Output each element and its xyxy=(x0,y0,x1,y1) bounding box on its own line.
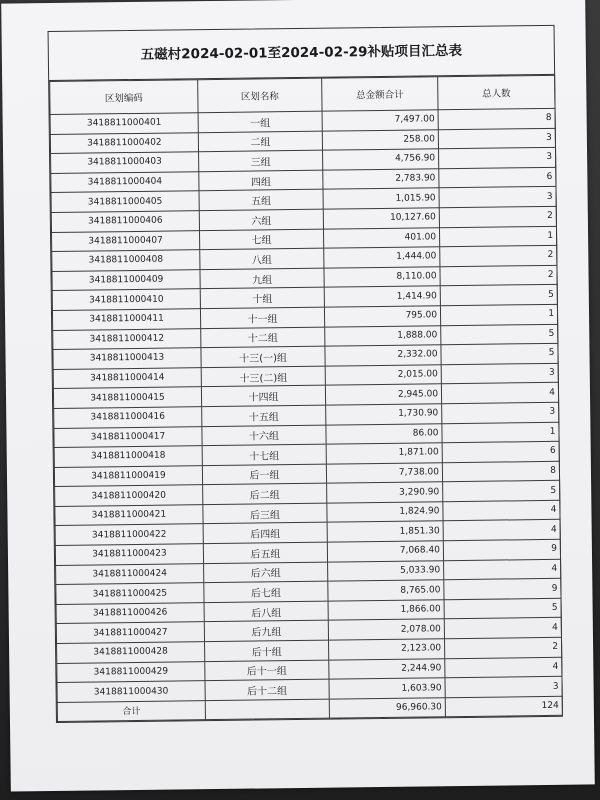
cell-count: 5 xyxy=(441,343,558,364)
cell-code: 3418811000417 xyxy=(54,426,202,447)
cell-count: 2 xyxy=(445,637,562,658)
cell-amount: 3,290.90 xyxy=(327,482,443,503)
cell-count: 5 xyxy=(440,285,557,306)
cell-code: 3418811000411 xyxy=(52,309,200,330)
cell-count: 8 xyxy=(442,461,559,482)
cell-name: 后九组 xyxy=(204,621,328,642)
cell-count: 5 xyxy=(444,598,561,619)
cell-amount: 1,730.90 xyxy=(326,404,442,425)
cell-name: 后六组 xyxy=(204,562,328,583)
cell-count: 4 xyxy=(443,500,560,521)
cell-code: 3418811000413 xyxy=(53,348,201,369)
cell-count: 9 xyxy=(443,539,560,560)
total-count: 124 xyxy=(445,696,562,716)
cell-code: 3418811000405 xyxy=(51,191,199,212)
cell-count: 3 xyxy=(445,677,562,698)
summary-table xyxy=(49,75,563,722)
cell-amount: 1,888.00 xyxy=(325,325,441,346)
cell-count: 6 xyxy=(439,167,556,188)
cell-name: 后五组 xyxy=(203,542,327,563)
cell-amount: 2,332.00 xyxy=(325,345,441,366)
cell-amount: 4,756.90 xyxy=(323,149,439,170)
total-amount: 96,960.30 xyxy=(329,698,445,718)
cell-name: 十一组 xyxy=(200,307,324,328)
cell-amount: 795.00 xyxy=(324,306,440,327)
cell-code: 3418811000424 xyxy=(56,563,204,584)
cell-amount: 1,851.30 xyxy=(327,521,443,542)
cell-amount: 1,603.90 xyxy=(329,678,445,699)
header-count: 总人数 xyxy=(438,75,555,109)
cell-code: 3418811000426 xyxy=(56,603,204,624)
cell-count: 1 xyxy=(440,304,557,325)
cell-amount: 8,110.00 xyxy=(324,267,440,288)
cell-code: 3418811000420 xyxy=(55,485,203,506)
cell-code: 3418811000419 xyxy=(54,465,202,486)
cell-amount: 1,414.90 xyxy=(324,286,440,307)
cell-code: 3418811000409 xyxy=(52,269,200,290)
cell-name: 十二组 xyxy=(201,327,325,348)
cell-name: 后二组 xyxy=(203,483,327,504)
cell-amount: 401.00 xyxy=(323,227,439,248)
cell-count: 4 xyxy=(443,520,560,541)
cell-count: 8 xyxy=(438,108,555,129)
cell-name: 十四组 xyxy=(201,385,325,406)
cell-name: 后四组 xyxy=(203,523,327,544)
cell-count: 1 xyxy=(439,226,556,247)
cell-count: 3 xyxy=(439,148,556,169)
cell-code: 3418811000425 xyxy=(56,583,204,604)
cell-amount: 1,444.00 xyxy=(324,247,440,268)
cell-count: 2 xyxy=(440,265,557,286)
cell-name: 五组 xyxy=(199,190,323,211)
cell-amount: 8,765.00 xyxy=(328,580,444,601)
summary-table-container xyxy=(48,25,563,723)
cell-amount: 7,497.00 xyxy=(322,110,438,131)
cell-name: 六组 xyxy=(199,209,323,230)
cell-amount: 10,127.60 xyxy=(323,208,439,229)
cell-name: 后十组 xyxy=(205,640,329,661)
total-name xyxy=(205,699,329,720)
cell-count: 4 xyxy=(445,657,562,678)
cell-code: 3418811000407 xyxy=(52,230,200,251)
cell-name: 后十一组 xyxy=(205,660,329,681)
cell-name: 十三(二)组 xyxy=(201,366,325,387)
cell-code: 3418811000404 xyxy=(51,171,199,192)
cell-name: 后十二组 xyxy=(205,679,329,700)
cell-code: 3418811000410 xyxy=(52,289,200,310)
cell-name: 十七组 xyxy=(202,444,326,465)
cell-amount: 7,068.40 xyxy=(327,541,443,562)
cell-name: 八组 xyxy=(200,248,324,269)
cell-count: 6 xyxy=(442,441,559,462)
cell-code: 3418811000408 xyxy=(52,250,200,271)
cell-count: 1 xyxy=(442,422,559,443)
cell-code: 3418811000421 xyxy=(55,505,203,526)
total-label: 合计 xyxy=(57,700,205,721)
cell-name: 后三组 xyxy=(203,503,327,524)
table-body xyxy=(50,108,562,702)
cell-count: 3 xyxy=(438,128,555,149)
cell-name: 十六组 xyxy=(202,425,326,446)
cell-name: 后一组 xyxy=(202,464,326,485)
cell-count: 4 xyxy=(444,559,561,580)
cell-count: 2 xyxy=(440,245,557,266)
cell-code: 3418811000430 xyxy=(57,681,205,702)
cell-count: 3 xyxy=(441,363,558,384)
cell-name: 九组 xyxy=(200,268,324,289)
cell-count: 9 xyxy=(444,579,561,600)
header-code: 区划编码 xyxy=(50,80,198,115)
cell-name: 七组 xyxy=(199,229,323,250)
cell-amount: 2,078.00 xyxy=(328,619,444,640)
cell-amount: 2,945.00 xyxy=(325,384,441,405)
cell-count: 3 xyxy=(439,187,556,208)
document-title: 五磁村2024-02-01至2024-02-29补贴项目汇总表 xyxy=(49,26,555,81)
cell-amount: 7,738.00 xyxy=(326,462,442,483)
cell-count: 4 xyxy=(441,383,558,404)
cell-name: 十五组 xyxy=(202,405,326,426)
cell-amount: 1,824.90 xyxy=(327,502,443,523)
cell-amount: 1,866.00 xyxy=(328,600,444,621)
cell-amount: 1,015.90 xyxy=(323,188,439,209)
cell-name: 二组 xyxy=(198,131,322,152)
paper-sheet xyxy=(1,0,595,792)
cell-count: 3 xyxy=(442,402,559,423)
cell-code: 3418811000414 xyxy=(53,367,201,388)
cell-code: 3418811000401 xyxy=(50,113,198,134)
cell-code: 3418811000418 xyxy=(54,446,202,467)
cell-amount: 1,871.00 xyxy=(326,443,442,464)
cell-count: 4 xyxy=(444,618,561,639)
cell-amount: 86.00 xyxy=(326,423,442,444)
cell-amount: 2,123.00 xyxy=(329,639,445,660)
cell-code: 3418811000427 xyxy=(56,622,204,643)
cell-amount: 2,244.90 xyxy=(329,658,445,679)
header-amount: 总金额合计 xyxy=(322,77,438,111)
cell-amount: 258.00 xyxy=(322,129,438,150)
cell-amount: 2,015.00 xyxy=(325,364,441,385)
cell-name: 十三(一)组 xyxy=(201,346,325,367)
cell-count: 5 xyxy=(443,481,560,502)
cell-count: 2 xyxy=(439,206,556,227)
cell-amount: 5,033.90 xyxy=(328,560,444,581)
cell-amount: 2,783.90 xyxy=(323,169,439,190)
cell-name: 三组 xyxy=(199,150,323,171)
header-name: 区划名称 xyxy=(198,78,322,113)
cell-name: 后七组 xyxy=(204,581,328,602)
cell-code: 3418811000402 xyxy=(50,132,198,153)
cell-code: 3418811000422 xyxy=(55,524,203,545)
cell-code: 3418811000416 xyxy=(54,407,202,428)
cell-name: 后八组 xyxy=(204,601,328,622)
cell-name: 四组 xyxy=(199,170,323,191)
cell-code: 3418811000415 xyxy=(53,387,201,408)
cell-code: 3418811000428 xyxy=(57,642,205,663)
cell-code: 3418811000423 xyxy=(55,544,203,565)
cell-code: 3418811000406 xyxy=(51,211,199,232)
cell-code: 3418811000429 xyxy=(57,661,205,682)
cell-code: 3418811000403 xyxy=(51,152,199,173)
cell-code: 3418811000412 xyxy=(53,328,201,349)
cell-count: 5 xyxy=(441,324,558,345)
cell-name: 十组 xyxy=(200,288,324,309)
cell-name: 一组 xyxy=(198,111,322,132)
